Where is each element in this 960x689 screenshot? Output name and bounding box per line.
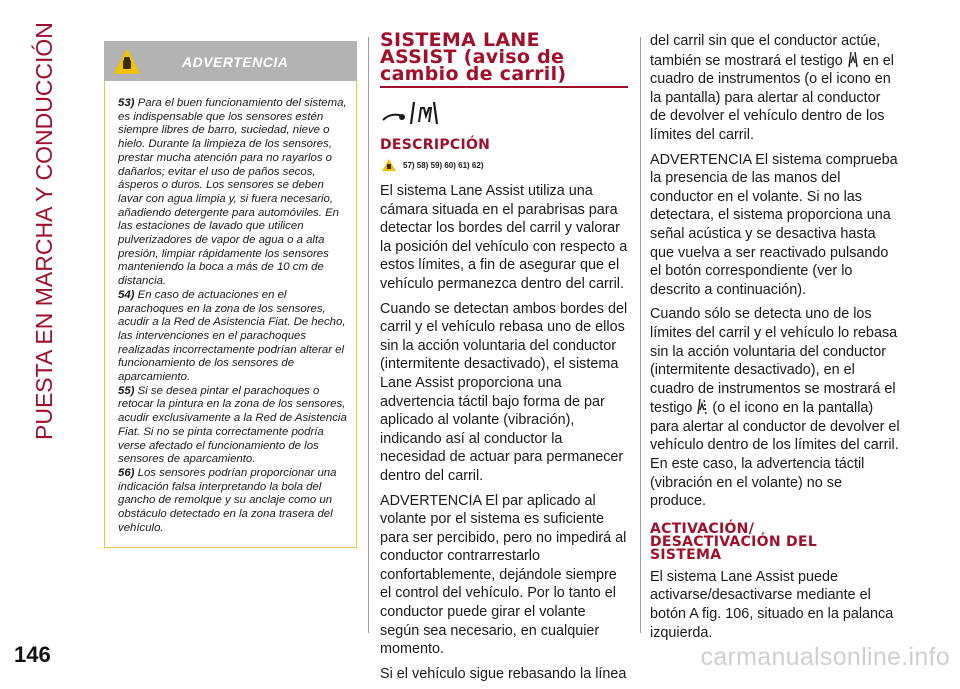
paragraph: Cuando se detectan ambos bordes del carril y el vehículo rebasa uno de ellos sin la acción voluntaria del conductor (intermitente desactivado), el sistema Lane Assist proporciona una advertencia táctil bajo forma de par aplicado al volante (vibración), indicando así al conductor la necesidad de actuar para permanecer dentro del carril. [380, 300, 628, 484]
watermark: carmanualsonline.info [700, 643, 950, 671]
activation-heading: ACTIVACIÓN/ DESACTIVACIÓN DEL SISTEMA [650, 520, 818, 563]
warning-item: 53) Para el buen funcionamiento del sistema, es indispensable que los sensores estén siempre libres de barro, suciedad, nieve o hielo. Durante la limpieza de los sensores, prestar mucha atención para no rayarlos o dañarlos; evitar el uso de paños secos, ásperos o duros. Los sensores se deben lavar con agua limpia y, si fuera necesario, añadiendo detergente para automóviles. En las estaciones de lavado que utilicen pulverizadores de vapor de agua o a alta presión, limpiar rápidamente los sensores manteniendo la boca a más de 10 cm de distancia. [118, 97, 347, 288]
content-column-3 [650, 32, 900, 648]
warning-body [104, 81, 357, 548]
column-divider [368, 37, 369, 633]
svg-text:PUESTA EN MARCHA Y CONDUCCIÓN: PUESTA EN MARCHA Y CONDUCCIÓN [31, 22, 57, 440]
description-heading: DESCRIPCIÓN [380, 137, 491, 153]
warning-item: 55) Si se desea pintar el parachoques o retocar la pintura en la zona de los sensores, acudir exclusivamente a la Red de Asistencia Fiat. Si no se pinta correctamente podría verse afectado el funcionamiento de los sensores de aparcamiento. [118, 384, 347, 466]
content-column-2 [380, 29, 628, 689]
paragraph: El sistema Lane Assist utiliza una cámara situada en el parabrisas para detectar los bordes del carril y valorar la posición del vehículo con respecto a estos límites, a fin de asegurar que el vehículo permanezca dentro del carril. [380, 183, 628, 292]
lane-assist-icon [381, 98, 441, 126]
warning-references [381, 158, 628, 172]
warning-panel [104, 41, 357, 548]
paragraph: del carril sin que el conductor actúe, también se mostrará el testigo en el cuadro de instrumentos (o el icono en la pantalla) para alertar al conductor de devolver el vehículo dentro de los límites del carril. [650, 33, 894, 143]
paragraph: Cuando sólo se detecta uno de los límites del carril y el vehículo lo rebasa sin la acción voluntaria del conductor (intermitente desactivado), en el cuadro de instrumentos se mostrará el testigo (o el icono en la pantalla) para alertar al conductor de devolver el vehículo dentro de los límites del carril. En este caso, la advertencia táctil (vibración en el volante) no se produce. [650, 306, 900, 510]
warning-item: 54) En caso de actuaciones en el parachoques en la zona de los sensores, acudir a la Red de Asistencia Fiat. De hecho, las intervenciones en el parachoques realizadas incorrectamente podrían alterar el funcionamiento de los sensores de aparcamiento. [118, 288, 346, 384]
page-number: 146 [14, 642, 51, 667]
column-divider [640, 37, 641, 633]
warning-item: 56) Los sensores podrían proporcionar una indicación falsa interpretando la bola del gancho de remolque y su anclaje como un obstáculo detectado en la zona trasera del vehículo. [118, 466, 337, 534]
paragraph: ADVERTENCIA El par aplicado al volante por el sistema es suficiente para ser percibido, pero no impedirá al conductor contrarrestarlo confortablemente, dejándole siempre el control del vehículo. Por lo tanto el conductor puede girar el volante según sea necesario, en cualquier momento. [380, 492, 627, 658]
warning-header [104, 41, 357, 81]
warning-title: ADVERTENCIA [182, 54, 289, 70]
warning-triangle-icon [381, 158, 397, 172]
paragraph: Si el vehículo sigue rebasando la línea [380, 665, 627, 682]
title-underline [380, 86, 628, 88]
side-chapter-title [8, 20, 68, 440]
paragraph: ADVERTENCIA El sistema comprueba la presencia de las manos del conductor en el volante. Si no las detectara, el sistema proporciona una señal acústica y se desactiva hasta que vuelva a ser reactivado pulsando el botón correspondiente (ver lo descrito a continuación). [650, 151, 898, 298]
section-title: SISTEMA LANE ASSIST (aviso de cambio de carril) [380, 29, 567, 85]
lane-warning-telltale-icon [847, 51, 859, 68]
reference-numbers: 57) 58) 59) 60) 61) 62) [403, 160, 484, 170]
warning-triangle-icon [114, 49, 140, 75]
paragraph: El sistema Lane Assist puede activarse/desactivarse mediante el botón A fig. 106, situado en la palanca izquierda. [650, 568, 894, 641]
lane-warning-telltale-icon [696, 398, 708, 415]
